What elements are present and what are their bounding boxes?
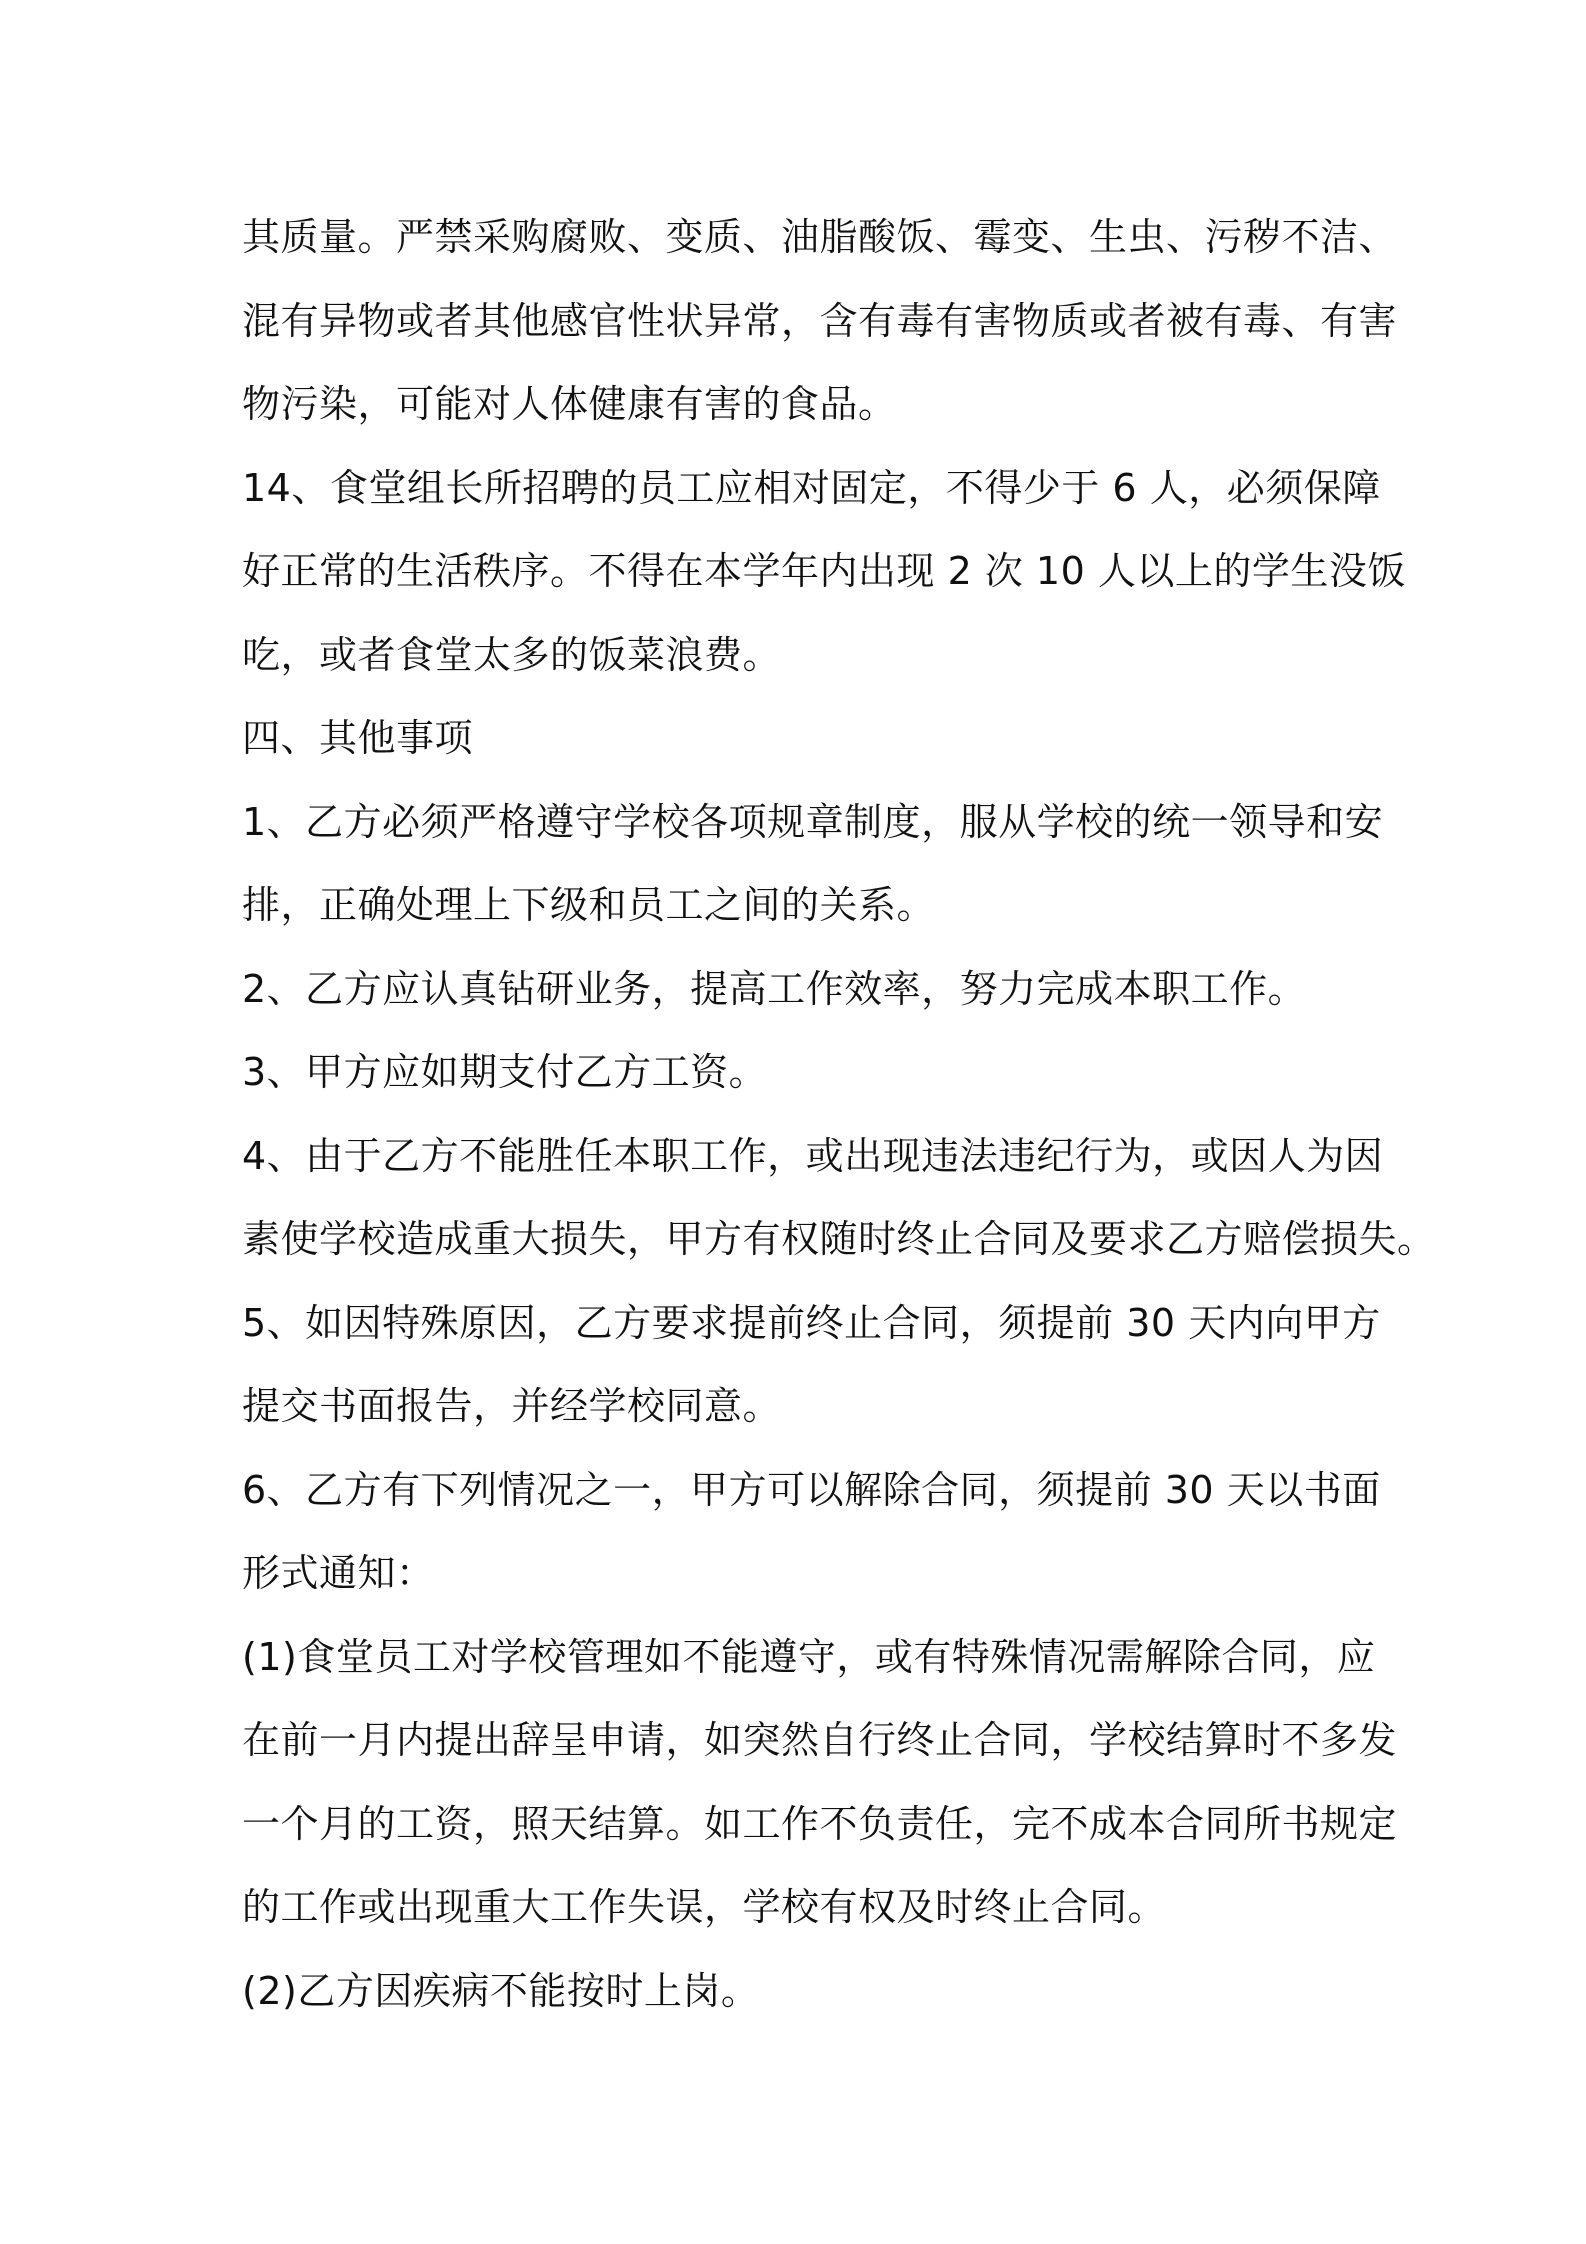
text-line: 在前一月内提出辞呈申请，如突然自行终止合同，学校结算时不多发 [242,1718,1398,1762]
text-line: 6、乙方有下列情况之一，甲方可以解除合同，须提前 30 天以书面 [242,1467,1381,1512]
text-line: 其质量。严禁采购腐败、变质、油脂酸饭、霉变、生虫、污秽不洁、 [242,215,1398,259]
text-line: 吃，或者食堂太多的饭菜浪费。 [242,632,782,677]
document-body [242,196,1436,2033]
text-line: 4、由于乙方不能胜任本职工作，或出现违法违纪行为，或因人为因 [242,1133,1384,1178]
text-line: 好正常的生活秩序。不得在本学年内出现 2 次 10 人以上的学生没饭 [242,549,1406,593]
text-line: 3、甲方应如期支付乙方工资。 [242,1050,768,1094]
text-line: 1、乙方必须严格遵守学校各项规章制度，服从学校的统一领导和安 [242,799,1384,844]
text-line: (2)乙方因疾病不能按时上岗。 [242,1968,760,2013]
text-line: 排，正确处理上下级和员工之间的关系。 [242,883,936,927]
text-line: 一个月的工资，照天结算。如工作不负责任，完不成本合同所书规定 [242,1801,1398,1846]
text-line: 2、乙方应认真钻研业务，提高工作效率，努力完成本职工作。 [242,966,1307,1011]
text-line: 物污染，可能对人体健康有害的食品。 [242,382,897,426]
text-line: (1)食堂员工对学校管理如不能遵守，或有特殊情况需解除合同，应 [242,1634,1376,1679]
text-line: 14、食堂组长所招聘的员工应相对固定，不得少于 6 人，必须保障 [242,465,1381,510]
text-line: 的工作或出现重大工作失误，学校有权及时终止合同。 [242,1885,1167,1929]
text-line: 提交书面报告，并经学校同意。 [242,1384,782,1428]
text-line: 5、如因特殊原因，乙方要求提前终止合同，须提前 30 天内向甲方 [242,1300,1381,1345]
text-line: 混有异物或者其他感官性状异常，含有毒有害物质或者被有毒、有害 [242,298,1398,343]
text-line: 形式通知： [242,1551,435,1595]
text-line: 素使学校造成重大损失，甲方有权随时终止合同及要求乙方赔偿损失。 [242,1217,1436,1261]
section-heading: 四、其他事项 [242,716,474,760]
